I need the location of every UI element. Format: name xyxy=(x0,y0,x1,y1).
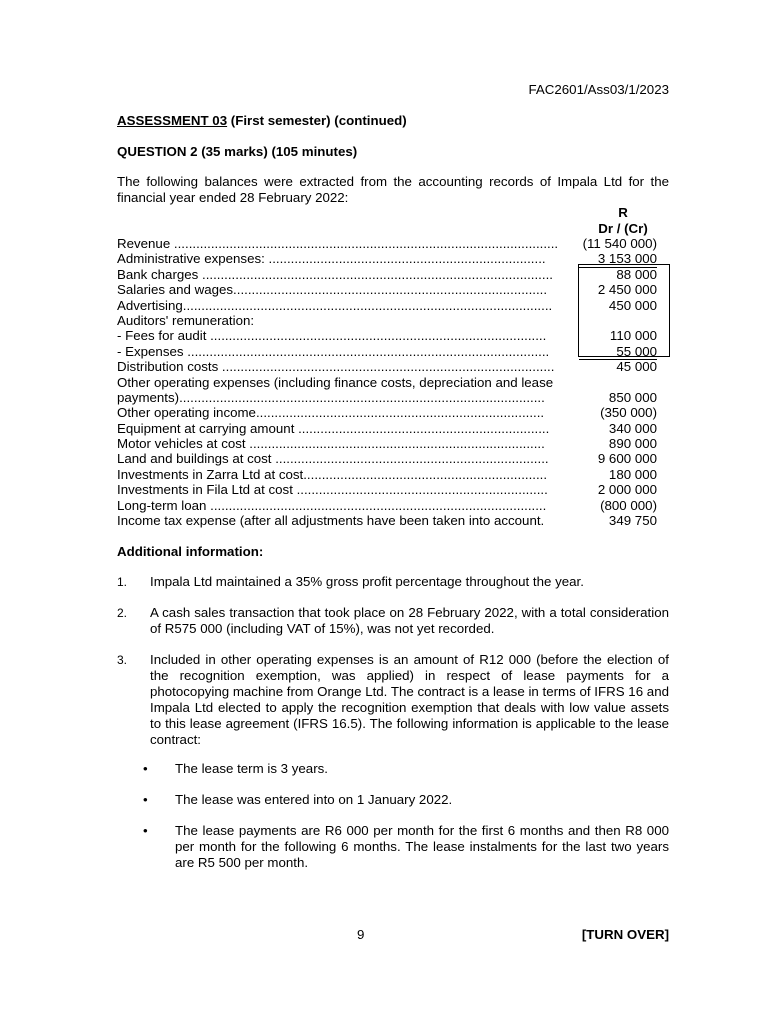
balance-row-equipment xyxy=(117,421,669,436)
column-head-drcr: Dr / (Cr) xyxy=(598,220,648,236)
balance-row-income-tax xyxy=(117,513,669,528)
balance-label: Salaries and wages..................................................................................... xyxy=(117,282,548,298)
item-text: A cash sales transaction that took place on 28 February 2022, with a total consideration of R575 000 (including VAT of 15%), was not yet recorded. xyxy=(150,605,669,636)
balance-row-revenue xyxy=(117,236,669,251)
item-text: Included in other operating expenses is an amount of R12 000 (before the election of the recognition exemption, was applied) in respect of lease payments for a photocopying machine from Orange Ltd. The contract is a lease in terms of IFRS 16 and Impala Ltd elected to apply the recognition exemption that deals with low value assets to this lease agreement (IFRS 16.5). The following information is applicable to the lease contract: xyxy=(150,652,669,747)
balance-label: Motor vehicles at cost ................................................................................ xyxy=(117,436,545,452)
bullet-dot: • xyxy=(143,823,148,838)
balance-amount: 349 750 xyxy=(608,513,657,529)
balance-amount: (800 000) xyxy=(600,497,657,513)
intro-paragraph: The following balances were extracted from the accounting records of Impala Ltd for the financial year ended 28 February 2022: xyxy=(117,174,669,205)
balance-amount: (11 540 000) xyxy=(582,236,657,251)
additional-item-3 xyxy=(117,652,669,748)
assessment-title xyxy=(117,113,407,128)
balance-amount: 850 000 xyxy=(608,389,657,405)
balance-label: Investments in Zarra Ltd at cost.................................................................. xyxy=(117,466,548,482)
balance-label: Investments in Fila Ltd at cost .................................................................... xyxy=(117,482,548,498)
balance-row-motor-vehicles xyxy=(117,436,669,451)
bullet-text: The lease term is 3 years. xyxy=(175,761,328,776)
bullet-dot: • xyxy=(143,792,148,807)
balance-amount: 45 000 xyxy=(616,359,657,375)
balance-amount: 88 000 xyxy=(616,266,657,282)
balance-row-fila xyxy=(117,482,669,497)
additional-info-title: Additional information: xyxy=(117,544,264,559)
balance-label: - Expenses .................................................................................................. xyxy=(117,343,550,359)
question-title: QUESTION 2 (35 marks) (105 minutes) xyxy=(117,144,358,159)
item-number: 1. xyxy=(117,575,128,589)
balance-label: Land and buildings at cost .......................................................................... xyxy=(117,451,549,467)
balance-label: Advertising.................................................................................................... xyxy=(117,297,553,313)
balance-label: Administrative expenses: ........................................................................... xyxy=(117,251,546,267)
balance-label: Revenue ........................................................................................................ xyxy=(117,236,559,251)
balance-amount: 340 000 xyxy=(608,420,657,436)
balance-label: Equipment at carrying amount .................................................................... xyxy=(117,420,550,436)
balance-label: Income tax expense (after all adjustments have been taken into account. xyxy=(117,513,545,529)
balance-amount: 110 000 xyxy=(609,328,657,344)
balance-amount: 55 000 xyxy=(579,344,657,360)
balance-amount: 180 000 xyxy=(608,466,657,482)
item-number: 3. xyxy=(117,653,128,667)
course-code: FAC2601/Ass03/1/2023 xyxy=(528,82,669,97)
balance-label: Auditors' remuneration: xyxy=(117,312,255,328)
balance-row-distribution xyxy=(117,359,669,374)
balance-label: Bank charges ............................................................................................... xyxy=(117,266,553,282)
balance-row-other-income xyxy=(117,405,669,420)
balance-amount: 2 000 000 xyxy=(597,482,657,498)
turn-over-label: [TURN OVER] xyxy=(581,927,669,942)
balance-amount: 450 000 xyxy=(608,297,657,313)
item-number: 2. xyxy=(117,606,128,620)
bullet-text: The lease payments are R6 000 per month for the first 6 months and then R8 000 per month for the following 6 months. The lease instalments for the last two years are R5 500 per month. xyxy=(175,823,669,870)
balance-row-land-buildings xyxy=(117,451,669,466)
balance-label: Other operating income.............................................................................. xyxy=(117,405,545,421)
assessment-title-underlined: ASSESSMENT 03 xyxy=(117,113,228,128)
balance-amount: (350 000) xyxy=(600,405,657,421)
balance-row-long-term-loan xyxy=(117,498,669,513)
item-text: Impala Ltd maintained a 35% gross profit percentage throughout the year. xyxy=(150,574,584,589)
additional-item-2 xyxy=(117,605,669,637)
balance-amount: 2 450 000 xyxy=(597,282,657,298)
column-head-currency: R xyxy=(618,205,628,220)
page-number: 9 xyxy=(357,927,365,942)
balance-label: - Fees for audit ........................................................................................... xyxy=(117,328,547,344)
balance-amount: 9 600 000 xyxy=(597,451,657,467)
bullet-text: The lease was entered into on 1 January 2022. xyxy=(175,792,453,807)
balance-label: Other operating expenses (including finance costs, depreciation and lease payments)................................................................................................... xyxy=(117,374,554,405)
balance-amount: 3 153 000 xyxy=(579,251,657,267)
assessment-title-rest: (First semester) (continued) xyxy=(227,113,407,128)
balance-label: Distribution costs .......................................................................................... xyxy=(117,359,555,375)
balance-amount: 890 000 xyxy=(608,436,657,452)
additional-item-1 xyxy=(117,574,669,590)
balance-row-other-opex xyxy=(117,375,669,406)
document-page xyxy=(117,0,669,1024)
bullet-dot: • xyxy=(143,761,148,776)
balance-label: Long-term loan ........................................................................................... xyxy=(117,497,547,513)
admin-expenses-breakdown-box xyxy=(578,264,670,357)
balance-row-zarra xyxy=(117,467,669,482)
